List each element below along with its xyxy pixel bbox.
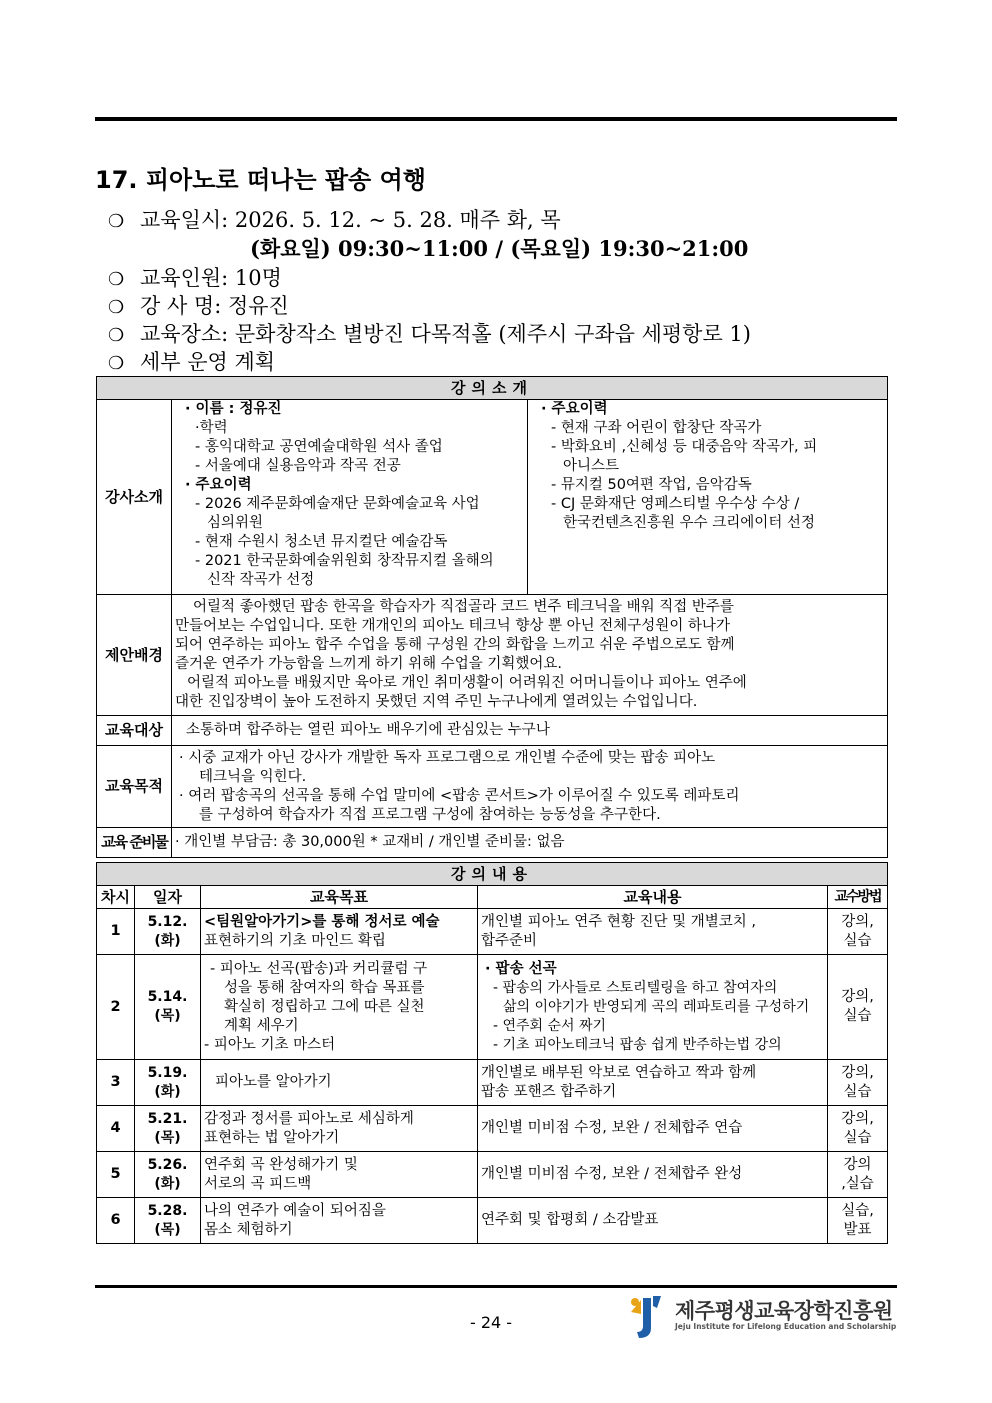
- content-header: 강의내용: [97, 863, 888, 886]
- proposal-label: 제안배경: [97, 595, 172, 716]
- table-row: 2 5.14.(목) - 피아노 선곡(팝송)과 커리큘럼 구 성을 통해 참여자의 학습 목표를 확실히 정립하고 그에 따른 실천 계획 세우기 - 피아노 기초 마스터 · 팝송 선곡 - 팝송의 가사들로 스토리텔링을 하고 참여자의 삶의 이야기가 반영되게 곡의 레파토리를 구성하기 - 연주회 순서 짜기 - 기초 피아노테크닉 팝송 쉽게 반주하는법 강의 강의, 실습: [97, 955, 888, 1060]
- top-rule: [95, 117, 897, 121]
- info-capacity: ❍ 교육인원: 10명: [108, 266, 282, 290]
- instructor-right: · 주요이력 - 현재 구좌 어린이 합창단 작곡가 - 박화요비 ,신혜성 등 대중음악 작곡가, 피 아니스트 - 뮤지컬 50여편 작업, 음악감독 - CJ 문화재단 영페스티벌 우수상 수상 / 한국컨텐츠진흥원 우수 크리에이터 선정: [528, 400, 888, 595]
- circle-bullet-icon: ❍: [108, 297, 125, 318]
- target-text: 소통하며 합주하는 열린 피아노 배우기에 관심있는 누구나: [172, 716, 888, 746]
- col-header-method: 교수방법: [828, 886, 888, 909]
- table-row: 1 5.12.(화) <팀원알아가기>를 통해 정서로 예술 표현하기의 기초 마인드 확립 개인별 피아노 연주 현황 진단 및 개별코치 , 합주준비 강의, 실습: [97, 909, 888, 955]
- info-schedule-times: (화요일) 09:30~11:00 / (목요일) 19:30~21:00: [250, 236, 749, 261]
- logo-name: 제주평생교육장학진흥원: [675, 1299, 893, 1323]
- circle-bullet-icon: ❍: [108, 353, 125, 374]
- institute-logo: [627, 1292, 897, 1342]
- intro-table: [96, 376, 888, 858]
- logo-subtitle: Jeju Institute for Lifelong Education and Scholarship: [675, 1322, 897, 1331]
- intro-header: 강의소개: [97, 377, 888, 400]
- col-header-date: 일자: [135, 886, 201, 909]
- table-row: 4 5.21.(목) 감정과 정서를 피아노로 세심하게 표현하는 법 알아가기 개인별 미비점 수정, 보완 / 전체합주 연습 강의, 실습: [97, 1106, 888, 1152]
- table-row: 3 5.19.(화) 피아노를 알아가기 개인별로 배부된 악보로 연습하고 짝과 함께 팝송 포핸즈 합주하기 강의, 실습: [97, 1060, 888, 1106]
- col-header-content: 교육내용: [478, 886, 828, 909]
- goal-text: · 시중 교재가 아닌 강사가 개발한 독자 프로그램으로 개인별 수준에 맞는 팝송 피아노 테크닉을 익힌다. · 여러 팝송곡의 선곡을 통해 수업 말미에 <팝송 콘서트>가 이루어질 수 있도록 레파토리 를 구성하여 학습자가 직접 프로그램 구성에 참여하는 능동성을 추구한다.: [172, 746, 888, 828]
- proposal-text: 어릴적 좋아했던 팝송 한곡을 학습자가 직접골라 코드 변주 테크닉을 배워 직접 반주를 만들어보는 수업입니다. 또한 개개인의 피아노 테크닉 향상 뿐 아닌 전체구성원이 하나가 되어 연주하는 피아노 합주 수업을 통해 구성원 간의 화합을 느끼고 쉬운 주법으로도 함께 즐거운 연주가 가능함을 느끼게 하기 위해 수업을 기획했어요. 어릴적 피아노를 배웠지만 육아로 개인 취미생활이 어려워진 어머니들이나 피아노 연주에 대한 진입장벽이 높아 도전하지 못했던 지역 주민 누구나에게 열려있는 수업입니다.: [172, 595, 888, 716]
- circle-bullet-icon: ❍: [108, 211, 125, 232]
- page-number: - 24 -: [470, 1313, 513, 1332]
- prep-label: 교육 준비물: [97, 828, 172, 858]
- bottom-rule: [95, 1285, 897, 1288]
- col-header-goal: 교육목표: [201, 886, 478, 909]
- circle-bullet-icon: ❍: [108, 325, 125, 346]
- col-header-no: 차시: [97, 886, 135, 909]
- info-location: ❍ 교육장소: 문화창작소 별방진 다목적홀 (제주시 구좌읍 세평항로 1): [108, 322, 751, 346]
- instructor-left: · 이름 : 정유진 ·학력 - 홍익대학교 공연예술대학원 석사 졸업 - 서울예대 실용음악과 작곡 전공 · 주요이력 - 2026 제주문화예술재단 문화예술교육 사업 심의위원 - 현재 수원시 청소년 뮤지컬단 예술감독 - 2021 한국문화예술위원회 창작뮤지컬 올해의 신작 작곡가 선정: [172, 400, 528, 595]
- page-title: 17. 피아노로 떠나는 팝송 여행: [95, 166, 426, 194]
- info-plan: ❍ 세부 운영 계획: [108, 350, 276, 374]
- table-row: 5 5.26.(화) 연주회 곡 완성해가기 및 서로의 곡 피드백 개인별 미비점 수정, 보완 / 전체합주 완성 강의 ,실습: [97, 1152, 888, 1198]
- goal-label: 교육목적: [97, 746, 172, 828]
- target-label: 교육대상: [97, 716, 172, 746]
- instructor-label: 강사소개: [97, 400, 172, 595]
- table-row: 6 5.28.(목) 나의 연주가 예술이 되어짐을 몸소 체험하기 연주회 및 합평회 / 소감발표 실습, 발표: [97, 1198, 888, 1244]
- info-instructor: ❍ 강 사 명: 정유진: [108, 294, 289, 318]
- jeju-logo-icon: [627, 1292, 671, 1340]
- prep-text: · 개인별 부담금: 총 30,000원 * 교재비 / 개인별 준비물: 없음: [172, 828, 888, 858]
- circle-bullet-icon: ❍: [108, 269, 125, 290]
- content-table: [96, 862, 888, 1244]
- info-schedule: ❍ 교육일시: 2026. 5. 12. ~ 5. 28. 매주 화, 목: [108, 208, 561, 232]
